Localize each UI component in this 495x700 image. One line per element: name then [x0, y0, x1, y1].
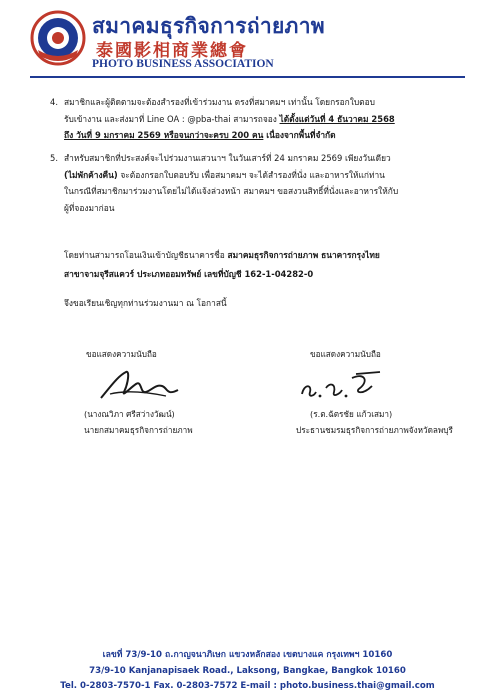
signature-chairman-icon [296, 368, 386, 404]
signatory-chairman [296, 406, 453, 438]
signatory-president [84, 406, 193, 438]
item-line: สำหรับสมาชิกที่ประสงค์จะไปร่วมงานเสวนาฯ ในวันเสาร์ที่ 24 มกราคม 2569 เพียงวันเดียว [64, 153, 391, 163]
signature-president-icon [96, 366, 186, 406]
address-english: 73/9-10 Kanjanapisaek Road., Laksong, Bangkae, Bangkok 10160 [89, 665, 406, 676]
org-name-chinese: 泰國影相商業總會 [96, 41, 248, 61]
invitation-closing: จึงขอเรียนเชิญทุกท่านร่วมงานมา ณ โอกาสนี้ [64, 298, 227, 308]
list-item-5 [50, 150, 464, 216]
signatory-title: นายกสมาคมธุรกิจการถ่ายภาพ [84, 425, 193, 435]
item-number: 5. [50, 153, 58, 163]
item-line [64, 111, 464, 128]
item-line: ผู้ที่จองมาก่อน [64, 202, 115, 213]
payment-text: โดยท่านสามารถโอนเงินเข้าบัญชีธนาคารชื่อ [64, 250, 228, 260]
list-item-4 [50, 94, 464, 144]
org-name-thai: สมาคมธุรกิจการถ่ายภาพ [92, 14, 325, 38]
regards-text: ขอแสดงความนับถือ [310, 349, 381, 359]
item-text: เนื่องจากพื้นที่จำกัด [263, 130, 336, 140]
contact-line: Tel. 0-2803-7570-1 Fax. 0-2803-7572 E-mail : photo.business.thai@gmail.com [60, 681, 435, 691]
booking-date-end: ถึง วันที่ 9 มกราคม 2569 หรือจนกว่าจะครบ 200 คน [64, 130, 264, 140]
address-thai: เลขที่ 73/9-10 ถ.กาญจนาภิเษก แขวงหลักสอง เขตบางแค กรุงเทพฯ 10160 [102, 650, 393, 660]
signature-block-president [86, 346, 157, 362]
bank-account-details: สาขาจามจุรีสแควร์ ประเภทออมทรัพย์ เลขที่บัญชี 162-1-04282-0 [64, 269, 314, 279]
payment-line [64, 246, 474, 265]
booking-date-start: ได้ตั้งแต่วันที่ 4 ธันวาคม 2568 [279, 113, 395, 124]
signatory-title: ประธานชมรมธุรกิจการถ่ายภาพจังหวัดลพบุรี [296, 425, 453, 435]
org-name-english: PHOTO BUSINESS ASSOCIATION [92, 58, 274, 70]
item-line [64, 127, 464, 144]
item-number: 4. [50, 97, 58, 107]
bank-account-name: สมาคมธุรกิจการถ่ายภาพ ธนาคารกรุงไทย [227, 250, 380, 260]
item-line: ในกรณีที่สมาชิกมาร่วมงานโดยไม่ได้แจ้งล่วงหน้า สมาคมฯ ขอสงวนสิทธิ์ที่นั่งและอาหารให้กับ [64, 186, 399, 196]
item-text: รับเข้างาน และส่งมาที่ Line OA : @pba-thai สามารถจอง [64, 113, 280, 124]
signature-block-chairman [310, 346, 381, 362]
signatory-name: (ร.ต.ฉัตรชัย แก้วเสมา) [310, 409, 393, 419]
signatory-name: (นางณวิภา ศรีสว่างวัฒน์) [84, 409, 175, 419]
payment-paragraph [64, 246, 474, 284]
association-seal-icon [30, 10, 86, 66]
item-line [64, 167, 464, 184]
item-line: สมาชิกและผู้ติดตามจะต้องสำรองที่เข้าร่วมงาน ตรงที่สมาคมฯ เท่านั้น โดยกรอกใบตอบ [64, 97, 375, 107]
regards-text: ขอแสดงความนับถือ [86, 349, 157, 359]
item-text: จะต้องกรอกใบตอบรับ เพื่อสมาคมฯ จะได้สำรองที่นั่ง และอาหารให้แก่ท่าน [117, 169, 385, 180]
footer-address [0, 648, 495, 695]
header-divider [30, 76, 465, 78]
no-overnight-note: (ไม่พักค้างคืน) [64, 169, 118, 180]
